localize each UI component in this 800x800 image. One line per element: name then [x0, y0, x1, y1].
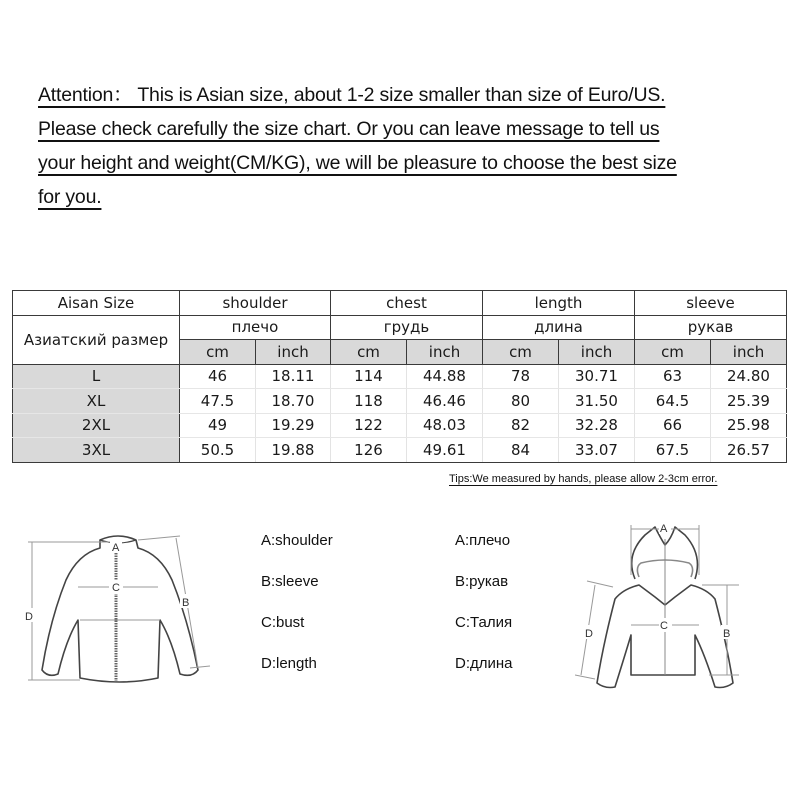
unit-cm: cm — [483, 340, 559, 365]
value-cell: 118 — [331, 389, 407, 414]
unit-inch: inch — [256, 340, 331, 365]
value-cell: 30.71 — [559, 364, 635, 389]
group-header-sleeve-ru: рукав — [635, 315, 787, 340]
value-cell: 63 — [635, 364, 711, 389]
value-cell: 24.80 — [711, 364, 787, 389]
notice-line: Attention： This is Asian size, about 1-2 size smaller than size of Euro/US. — [38, 84, 666, 106]
header-row-ru — [13, 315, 787, 340]
size-cell: XL — [13, 389, 180, 414]
value-cell: 114 — [331, 364, 407, 389]
group-header-chest-ru: грудь — [331, 315, 483, 340]
notice-line: your height and weight(CM/KG), we will be pleasure to choose the best size — [38, 152, 677, 174]
notice-line: for you. — [38, 186, 102, 208]
size-header-ru: Азиатский размер — [13, 315, 180, 364]
value-cell: 32.28 — [559, 413, 635, 438]
size-header-en: Aisan Size — [13, 291, 180, 316]
value-cell: 25.39 — [711, 389, 787, 414]
table-row — [13, 389, 787, 414]
table-row — [13, 438, 787, 463]
group-header-length-ru: длина — [483, 315, 635, 340]
legend-item: B:рукав — [455, 573, 509, 590]
hoodie-diagram — [575, 515, 785, 695]
value-cell: 50.5 — [180, 438, 256, 463]
group-header-sleeve: sleeve — [635, 291, 787, 316]
value-cell: 48.03 — [407, 413, 483, 438]
value-cell: 33.07 — [559, 438, 635, 463]
diagram-label-b: B — [723, 628, 731, 640]
value-cell: 26.57 — [711, 438, 787, 463]
size-cell: 2XL — [13, 413, 180, 438]
diagram-label-a: A — [112, 542, 120, 554]
measurement-tip: Tips:We measured by hands, please allow 2-3cm error. — [449, 473, 718, 485]
value-cell: 64.5 — [635, 389, 711, 414]
value-cell: 31.50 — [559, 389, 635, 414]
legend-item: C:Талия — [455, 614, 513, 631]
value-cell: 19.88 — [256, 438, 331, 463]
group-header-length: length — [483, 291, 635, 316]
value-cell: 78 — [483, 364, 559, 389]
jacket-diagram — [20, 520, 220, 690]
value-cell: 44.88 — [407, 364, 483, 389]
legend-item: A:shoulder — [261, 532, 333, 549]
value-cell: 46.46 — [407, 389, 483, 414]
legend-item: A:плечо — [455, 532, 511, 549]
value-cell: 49.61 — [407, 438, 483, 463]
diagram-label-c: C — [660, 620, 668, 632]
value-cell: 82 — [483, 413, 559, 438]
unit-inch: inch — [407, 340, 483, 365]
legend-item: D:length — [261, 655, 317, 672]
value-cell: 19.29 — [256, 413, 331, 438]
unit-cm: cm — [635, 340, 711, 365]
value-cell: 49 — [180, 413, 256, 438]
diagram-label-d: D — [585, 628, 593, 640]
value-cell: 47.5 — [180, 389, 256, 414]
legend-item: D:длина — [455, 655, 513, 672]
value-cell: 18.11 — [256, 364, 331, 389]
unit-inch: inch — [559, 340, 635, 365]
group-header-chest: chest — [331, 291, 483, 316]
size-cell: L — [13, 364, 180, 389]
unit-inch: inch — [711, 340, 787, 365]
table-row — [13, 413, 787, 438]
size-chart-table — [12, 290, 787, 463]
size-cell: 3XL — [13, 438, 180, 463]
table-row — [13, 364, 787, 389]
value-cell: 46 — [180, 364, 256, 389]
group-header-shoulder-ru: плечо — [180, 315, 331, 340]
value-cell: 67.5 — [635, 438, 711, 463]
value-cell: 84 — [483, 438, 559, 463]
value-cell: 126 — [331, 438, 407, 463]
value-cell: 80 — [483, 389, 559, 414]
jacket-outline — [42, 536, 198, 682]
value-cell: 18.70 — [256, 389, 331, 414]
unit-cm: cm — [180, 340, 256, 365]
size-notice — [38, 78, 788, 214]
value-cell: 25.98 — [711, 413, 787, 438]
unit-cm: cm — [331, 340, 407, 365]
notice-line: Please check carefully the size chart. Or you can leave message to tell us — [38, 118, 660, 140]
diagram-label-c: C — [112, 582, 120, 594]
value-cell: 122 — [331, 413, 407, 438]
header-row-en — [13, 291, 787, 316]
diagram-label-a: A — [660, 523, 668, 535]
legend-item: C:bust — [261, 614, 305, 631]
diagram-label-b: B — [182, 597, 190, 609]
group-header-shoulder: shoulder — [180, 291, 331, 316]
value-cell: 66 — [635, 413, 711, 438]
diagram-label-d: D — [25, 611, 33, 623]
legend-item: B:sleeve — [261, 573, 319, 590]
